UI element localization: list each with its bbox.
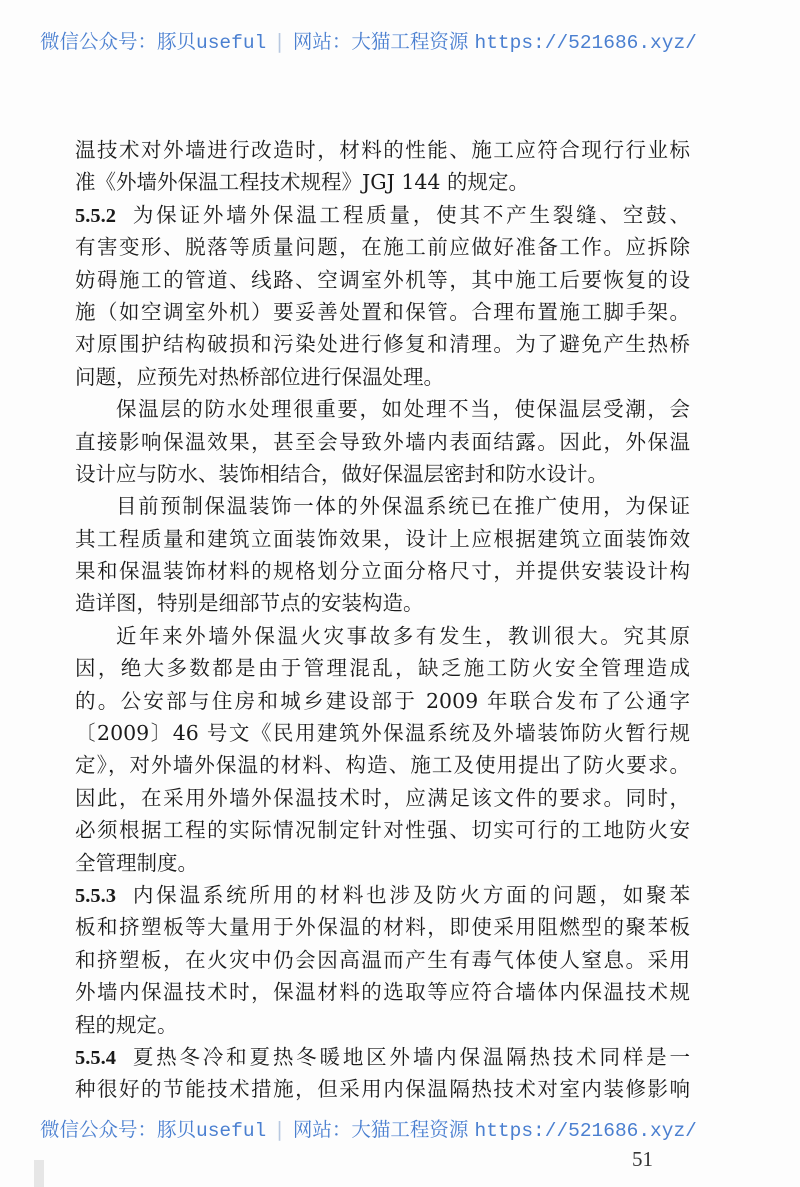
clause-number: 5.5.3	[75, 884, 116, 907]
clause-5-5-3	[75, 879, 690, 1041]
line-text: 〔2009〕46 号文《民用建筑外保温系统及外墙装饰防火暂行规	[75, 721, 690, 746]
line-text: 直接影响保温效果，甚至会导致外墙内表面结露。因此，外保温	[75, 429, 690, 454]
text-line	[75, 749, 690, 781]
text-line	[75, 782, 690, 814]
text-line	[75, 911, 690, 943]
clause-number: 5.5.4	[75, 1046, 116, 1069]
text-line	[75, 944, 690, 976]
line-text: 板和挤塑板等大量用于外保温的材料，即使采用阻燃型的聚苯板	[75, 915, 690, 940]
text-line	[75, 555, 690, 587]
paragraph	[75, 134, 690, 199]
line-text: 问题，应预先对热桥部位进行保温处理。	[75, 364, 444, 389]
text-line	[75, 231, 690, 263]
line-text: 果和保温装饰材料的规格划分立面分格尺寸，并提供安装设计构	[75, 559, 690, 584]
watermark-label-en: useful	[196, 1120, 267, 1142]
text-line	[75, 976, 690, 1008]
text-line	[75, 490, 690, 522]
line-text: 内保温系统所用的材料也涉及防火方面的问题，如聚苯	[130, 882, 690, 907]
text-line	[75, 685, 690, 717]
watermark-label: 微信公众号：豚贝	[40, 1118, 197, 1141]
text-line	[75, 458, 690, 490]
clause-number: 5.5.2	[75, 204, 116, 227]
line-text: 近年来外墙外保温火灾事故多有发生，教训很大。究其原	[116, 623, 690, 648]
text-line	[75, 1073, 690, 1105]
text-line	[75, 879, 690, 911]
watermark-url: https://521686.xyz/	[474, 32, 697, 54]
paragraph	[75, 620, 690, 879]
clause-5-5-2	[75, 199, 690, 393]
line-text: 因此，在采用外墙外保温技术时，应满足该文件的要求。同时，	[75, 785, 690, 810]
text-line	[75, 847, 690, 879]
watermark-top	[40, 30, 770, 55]
watermark-label-en: useful	[196, 32, 267, 54]
line-text: 种很好的节能技术措施，但采用内保温隔热技术对室内装修影响	[75, 1077, 690, 1102]
watermark-url: https://521686.xyz/	[474, 1120, 697, 1142]
line-text: 目前预制保温装饰一体的外保温系统已在推广使用，为保证	[116, 494, 690, 519]
clause-5-5-4	[75, 1041, 690, 1106]
line-text: 因，绝大多数都是由于管理混乱，缺乏施工防火安全管理造成	[75, 656, 690, 681]
text-line	[75, 814, 690, 846]
paragraph	[75, 490, 690, 620]
watermark-site: 网站：大猫工程资源	[292, 1118, 469, 1141]
line-text: 程的规定。	[75, 1012, 178, 1037]
scan-artifact	[34, 1160, 44, 1187]
line-text: 的。公安部与住房和城乡建设部于 2009 年联合发布了公通字	[75, 688, 690, 713]
watermark-separator: |	[276, 1118, 283, 1141]
watermark-separator: |	[276, 30, 283, 53]
line-text: 保温层的防水处理很重要，如处理不当，使保温层受潮，会	[116, 397, 690, 422]
line-text: 准《外墙外保温工程技术规程》JGJ 144 的规定。	[75, 170, 529, 195]
text-line	[75, 620, 690, 652]
text-line	[75, 1009, 690, 1041]
line-text: 夏热冬冷和夏热冬暖地区外墙内保温隔热技术同样是一	[130, 1044, 690, 1069]
paragraph	[75, 393, 690, 490]
line-text: 妨碍施工的管道、线路、空调室外机等，其中施工后要恢复的设	[75, 267, 690, 292]
text-line	[75, 652, 690, 684]
line-text: 造详图，特别是细部节点的安装构造。	[75, 591, 424, 616]
text-line	[75, 361, 690, 393]
text-line	[75, 199, 690, 231]
line-text: 设计应与防水、装饰相结合，做好保温层密封和防水设计。	[75, 461, 608, 486]
page-number: 51	[632, 1147, 653, 1171]
line-text: 温技术对外墙进行改造时，材料的性能、施工应符合现行行业标	[75, 138, 690, 162]
text-line	[75, 296, 690, 328]
line-text: 外墙内保温技术时，保温材料的选取等应符合墙体内保温技术规	[75, 980, 690, 1005]
line-text: 有害变形、脱落等质量问题，在施工前应做好准备工作。应拆除	[75, 235, 690, 260]
text-line	[75, 166, 690, 198]
line-text: 必须根据工程的实际情况制定针对性强、切实可行的工地防火安	[75, 818, 690, 843]
watermark-site: 网站：大猫工程资源	[292, 30, 469, 53]
line-text: 施（如空调室外机）要妥善处置和保管。合理布置施工脚手架。	[75, 299, 690, 324]
text-line	[75, 523, 690, 555]
text-line	[75, 328, 690, 360]
text-line	[75, 587, 690, 619]
text-line	[75, 264, 690, 296]
text-line	[75, 426, 690, 458]
text-line	[75, 393, 690, 425]
line-text: 全管理制度。	[75, 850, 198, 875]
line-text: 定》，对外墙外保温的材料、构造、施工及使用提出了防火要求。	[75, 753, 690, 778]
text-line	[75, 134, 690, 166]
line-text: 为保证外墙外保温工程质量，使其不产生裂缝、空鼓、	[130, 202, 690, 227]
line-text: 其工程质量和建筑立面装饰效果，设计上应根据建筑立面装饰效	[75, 526, 690, 551]
watermark-label: 微信公众号：豚贝	[40, 30, 197, 53]
document-body	[75, 134, 690, 1106]
watermark-bottom	[40, 1118, 770, 1143]
text-line	[75, 717, 690, 749]
line-text: 对原围护结构破损和污染处进行修复和清理。为了避免产生热桥	[75, 332, 690, 357]
line-text: 和挤塑板，在火灾中仍会因高温而产生有毒气体使人窒息。采用	[75, 947, 690, 972]
text-line	[75, 1041, 690, 1073]
